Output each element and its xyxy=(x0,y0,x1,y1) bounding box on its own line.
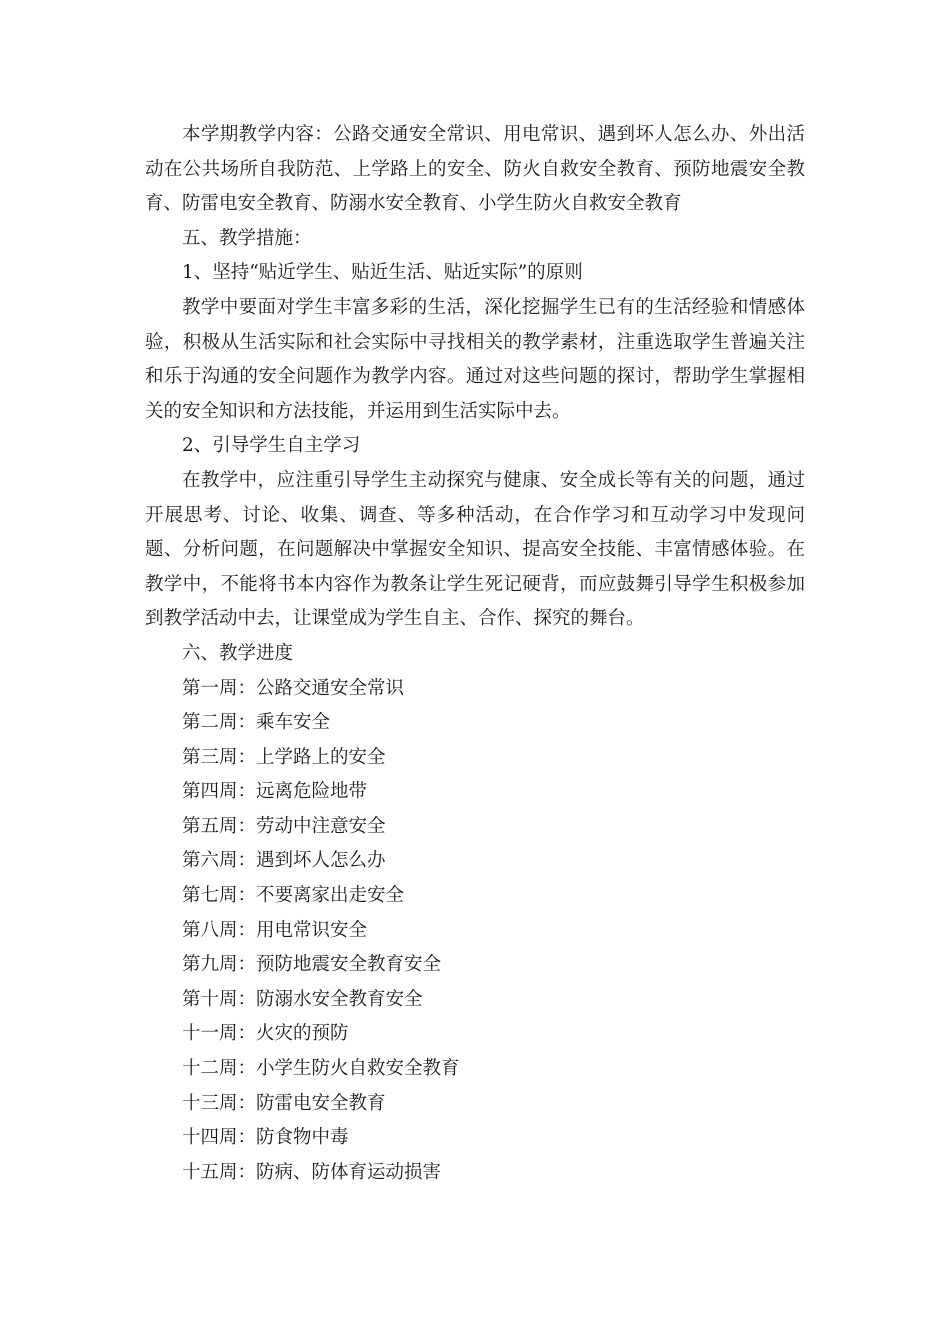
schedule-item: 十五周：防病、防体育运动损害 xyxy=(182,1161,442,1183)
schedule-item: 第二周：乘车安全 xyxy=(182,712,331,734)
schedule-item: 第九周：预防地震安全教育安全 xyxy=(182,954,442,976)
schedule-item: 第五周：劳动中注意安全 xyxy=(182,815,386,837)
measure2-body: 在教学中，应注重引导学生主动探究与健康、安全成长等有关的问题，通过开展思考、讨论、收集、调查、等多种活动，在合作学习和互动学习中发现问题、分析问题，在问题解决中掌握安全知识、提高安全技能、丰富情感体验。在教学中，不能将书本内容作为教条让学生死记硬背，而应鼓舞引导学生积极参加到教学活动中去，让课堂成为学生自主、合作、探究的舞台。 xyxy=(145,469,805,630)
schedule-item: 第四周：远离危险地带 xyxy=(182,781,368,803)
schedule-item: 十三周：防雷电安全教育 xyxy=(182,1092,386,1114)
schedule-list xyxy=(145,672,805,1191)
schedule-item: 十四周：防食物中毒 xyxy=(182,1127,349,1149)
schedule-item: 第六周：遇到坏人怎么办 xyxy=(182,850,386,872)
section6-heading: 六、教学进度 xyxy=(182,642,294,664)
section5-heading: 五、教学措施： xyxy=(182,227,312,249)
schedule-item: 十二周：小学生防火自救安全教育 xyxy=(182,1058,460,1080)
schedule-item: 第八周：用电常识安全 xyxy=(182,919,368,941)
measure1-heading: 1、坚持“贴近学生、贴近生活、贴近实际”的原则 xyxy=(182,262,583,284)
document-page xyxy=(145,118,805,1190)
measure2-heading: 2、引导学生自主学习 xyxy=(182,435,361,457)
schedule-item: 第七周：不要离家出走安全 xyxy=(182,885,405,907)
schedule-item: 第一周：公路交通安全常识 xyxy=(182,677,405,699)
schedule-item: 十一周：火灾的预防 xyxy=(182,1023,349,1045)
measure1-body: 教学中要面对学生丰富多彩的生活，深化挖掘学生已有的生活经验和情感体验，积极从生活实际和社会实际中寻找相关的教学素材，注重选取学生普遍关注和乐于沟通的安全问题作为教学内容。通过对这些问题的探讨，帮助学生掌握相关的安全知识和方法技能，并运用到生活实际中去。 xyxy=(145,296,805,422)
schedule-item: 第三周：上学路上的安全 xyxy=(182,746,386,768)
schedule-item: 第十周：防溺水安全教育安全 xyxy=(182,988,423,1010)
intro-paragraph: 本学期教学内容：公路交通安全常识、用电常识、遇到坏人怎么办、外出活动在公共场所自我防范、上学路上的安全、防火自救安全教育、预防地震安全教育、防雷电安全教育、防溺水安全教育、小学生防火自救安全教育 xyxy=(145,124,805,215)
